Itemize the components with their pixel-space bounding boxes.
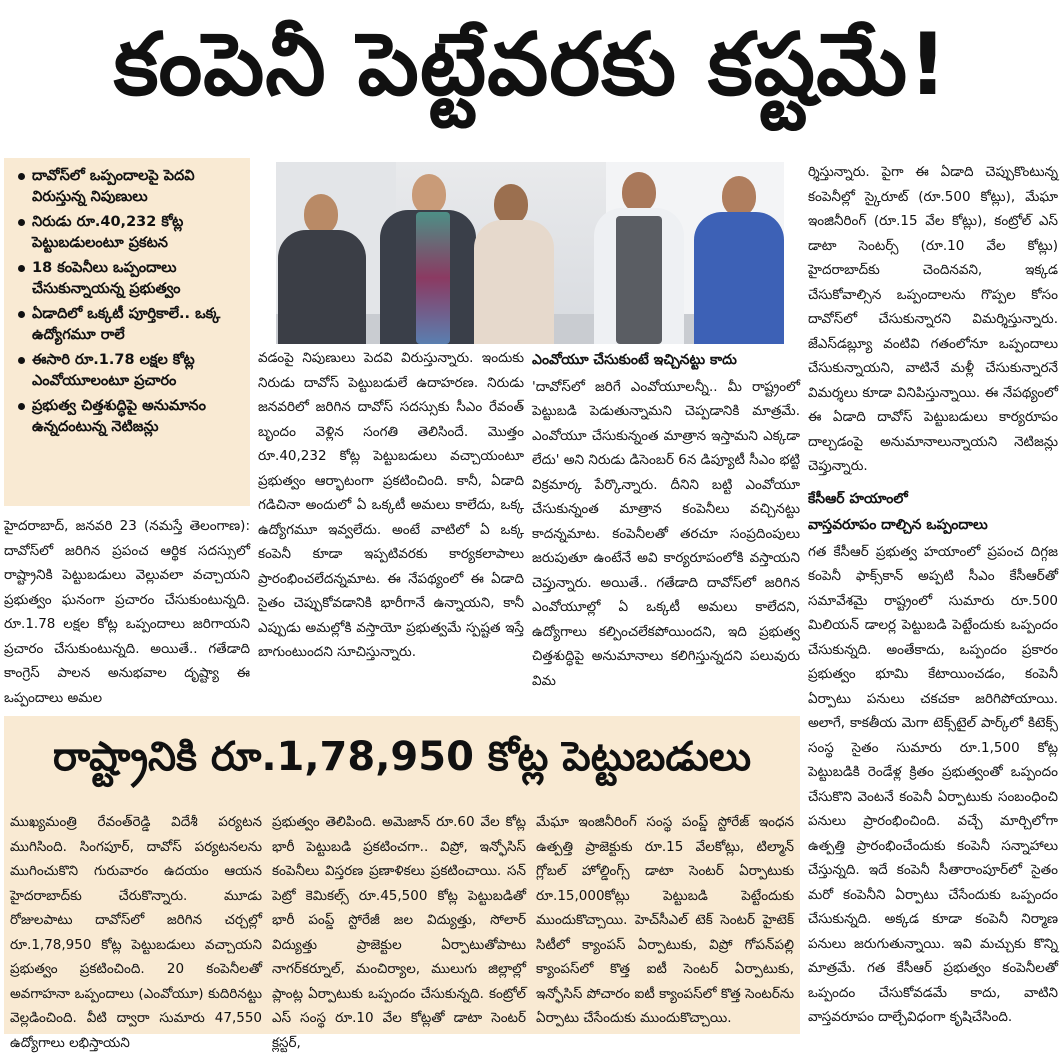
article-text: మేఘా ఇంజినీరింగ్ సంస్థ పంప్డ్ స్టోరేజ్ ఇంధన ఉత్పత్తి ప్రాజెక్టుకు రూ.15 వేలకోట్లు, టిల్మాన్ గ్లోబల్ హోల్డింగ్స్ డాటా సెంటర్ ఏర్పాటుకు రూ.15,000కోట్లు పెట్టుబడి పెట్టేందుకు ముందుకొచ్చాయి. హెచ్‌సీఎల్ టెక్ సెంటర్ హైటెక్ సిటీలో క్యాంపస్ ఏర్పాటుకు, విప్రో గోపన్‌పల్లి క్యాంపస్‌లో కొత్త ఐటీ సెంటర్ ఏర్పాటుకు, ఇన్ఫోసిస్ పోచారం ఐటీ క్యాంపస్‌లో కొత్త సెంటర్‌ను ఏర్పాటు చేసేందుకు ముందుకొచ్చాయి. [536,814,794,1026]
section-heading: కేసీఆర్ హయాంలో [808,490,908,507]
article-column-4 [808,160,1058,1032]
highlight-item: ప్రభుత్వ చిత్తశుద్ధిపై అనుమానం ఉన్నదంటున్న నెటిజన్లు [16,396,242,438]
section-heading: వాస్తవరూపం దాల్చిన ఒప్పందాలు [808,517,988,533]
highlight-item: ఈసారి రూ.1.78 లక్షల కోట్ల ఎంవోయూలంటూ ప్రచారం [16,350,242,392]
section-heading: ఎంవోయూ చేసుకుంటే ఇచ్చినట్టు కాదు [532,352,737,368]
article-text: ముఖ్యమంత్రి రేవంత్‌రెడ్డి విదేశీ పర్యటన ముగిసింది. సింగపూర్, దావోస్ పర్యటనలను ముగించుకొని గురువారం ఉదయం ఆయన హైదరాబాద్‌కు చేరుకొన్నారు. మూడు రోజులపాటు దావోస్‌లో జరిగిన చర్చల్లో రూ.1,78,950 కోట్ల పెట్టుబడులు వచ్చాయని ప్రభుత్వం ప్రకటించింది. 20 కంపెనీలతో అవగాహనా ఒప్పందాలు (ఎంవోయూ) కుదిరినట్టు వెల్లడించింది. వీటి ద్వారా సుమారు 47,550 ఉద్యోగాలు లభిస్తాయని [10,814,262,1051]
article-text: గత కేసీఆర్ ప్రభుత్వ హయాంలో ప్రపంచ దిగ్గజ కంపెనీ ఫాక్స్‌కాన్ అప్పటి సీఎం కేసీఆర్‌తో సమావేశమై రాష్ట్రంలో సుమారు రూ.500 మిలియన్ డాలర్ల పెట్టుబడి పెట్టేందుకు ఒప్పందం చేసుకున్నది. అంతేకాదు, ఒప్పందం ప్రకారం ప్రభుత్వం భూమి కేటాయించడం, కంపెనీ ఏర్పాటు పనులు చకచకా జరిగిపోయాయి. అలాగే, కాకతీయ మెగా టెక్స్‌టైల్ పార్క్‌లో కిటెక్స్ సంస్థ సైతం సుమారు రూ.1,500 కోట్ల పెట్టుబడికి రెండేళ్ల క్రితం ప్రభుత్వంతో ఒప్పందం చేసుకొని వెంటనే కంపెనీ ఏర్పాటుకు సంబంధించి పనులు ప్రారంభించింది. వచ్చే మార్చిలోగా ఉత్పత్తి ప్రారంభించేందుకు కంపెనీ సన్నాహాలు చేస్తున్నది. ఇదే కంపెనీ సీతారాంపూర్‌లో సైతం మరో కంపెనీని ఏర్పాటు చేసేందుకు ఒప్పందం చేసుకున్నది. అక్కడ కూడా కంపెనీ నిర్మాణ పనులు జరుగుతున్నాయి. ఇవి మచ్చుకు కొన్ని మాత్రమే. గత కేసీఆర్ ప్రభుత్వం కంపెనీలతో ఒప్పందం చేసుకోవడమే కాదు, వాటిని వాస్తవరూపం దాల్చేవిధంగా కృషిచేసింది. [808,543,1058,1025]
highlight-item: నిరుడు రూ.40,232 కోట్ల పెట్టుబడులంటూ ప్రకటన [16,212,242,254]
headline: కంపెనీ పెట్టేవరకు కష్టమే! [113,14,949,115]
highlight-item: 18 కంపెనీలు ఒప్పందాలు చేసుకున్నాయన్న ప్రభుత్వం [16,258,242,300]
article-column-2 [258,346,524,706]
article-column-1 [4,514,250,706]
article-column-3 [532,346,800,706]
highlights-box [4,158,250,506]
box-column-3 [536,810,794,1032]
article-text: ర్శిస్తున్నారు. పైగా ఈ ఏడాది చెప్పుకొంటున్న కంపెనీల్లో స్కైరూట్ (రూ.500 కోట్లు), మేఘా ఇంజినీరింగ్ (రూ.15 వేల కోట్లు), కంట్రోల్ ఎస్ డాటా సెంటర్స్ (రూ.10 వేల కోట్లు) హైదరాబాద్‌కు చెందినవని, ఇక్కడ చేసుకోవాల్సిన ఒప్పందాలను గొప్పల కోసం దావోస్‌లో చేసుకున్నారని విమర్శిస్తున్నారు. జేఎస్‌డబ్ల్యూ వంటివి గతంలోనూ ఒప్పందాలు చేసుకున్నాయని, వాటినే మళ్లీ చేసుకున్నారనే విమర్శలు కూడా వినిపిస్తున్నాయి. ఈ నేపథ్యంలో ఈ ఏడాది దావోస్ పెట్టుబడులు కార్యరూపం దాల్చడంపై అనుమానాలున్నాయని నెటిజన్లు చెప్తున్నారు. [808,164,1058,474]
news-photo [276,162,784,344]
article-text: హైదరాబాద్, జనవరి 23 (నమస్తే తెలంగాణ): దావోస్‌లో జరిగిన ప్రపంచ ఆర్థిక సదస్సులో రాష్ట్రానికి పెట్టుబడులు వెల్లువలా వచ్చాయని ప్రభుత్వం ఘనంగా ప్రచారం చేసుకుంటున్నది. రూ.1.78 లక్షల కోట్ల ఒప్పందాలు జరిగాయని ప్రచారం చేసుకుంటున్నది. అయితే.. గతేడాది కాంగ్రెస్ పాలన అనుభవాల దృష్ట్యా ఈ ఒప్పందాలు అమల [4,518,250,706]
article-text: వడంపై నిపుణులు పెదవి విరుస్తున్నారు. ఇందుకు నిరుడు దావోస్ పెట్టుబడులే ఉదాహరణ. నిరుడు జనవరిలో జరిగిన దావోస్ సదస్సుకు సీఎం రేవంత్ బృందం వెళ్లిన సంగతి తెలిసిందే. మొత్తం రూ.40,232 కోట్ల పెట్టుబడులు వచ్చాయంటూ ప్రభుత్వం ఆర్భాటంగా ప్రకటించింది. కానీ, ఏడాది గడిచినా అందులో ఏ ఒక్కటీ అమలు కాలేదు, ఒక్క ఉద్యోగమూ ఇవ్వలేదు. అంటే వాటిలో ఏ ఒక్క కంపెనీ కూడా ఇప్పటివరకు కార్యకలాపాలు ప్రారంభించలేదన్నమాట. ఈ నేపథ్యంలో ఈ ఏడాది సైతం చెప్పుకోవడానికి భారీగానే ఉన్నాయని, కానీ ఎప్పుడు అమల్లోకి వస్తాయో ప్రభుత్వమే స్పష్టత ఇస్తే బాగుంటుందని సూచిస్తున్నారు. [258,350,524,660]
article-text: 'దావోస్‌లో జరిగే ఎంవోయూలన్నీ.. మీ రాష్ట్రంలో పెట్టుబడి పెడుతున్నామని చెప్పడానికి మాత్రమే. ఎంవోయూ చేసుకున్నంత మాత్రాన ఇస్తామని ఎక్కడా లేదు' అని నిరుడు డిసెంబర్ 6న డిప్యూటీ సీఎం భట్టి విక్రమార్క పేర్కొన్నారు. దీనిని బట్టి ఎంవోయూ చేసుకున్నంత మాత్రాన కంపెనీలు వచ్చినట్టు కాదన్నమాట. కంపెనీలతో తరచూ సంప్రదింపులు జరుపుతూ ఉంటేనే అవి కార్యరూపంలోకి వస్తాయని చెప్తున్నారు. అయితే.. గతేడాది దావోస్‌లో జరిగిన ఎంవోయూల్లో ఏ ఒక్కటీ అమలు కాలేదని, ఉద్యోగాలు కల్పించలేకపోయిందని, ఇది ప్రభుత్వ చిత్తశుద్ధిపై అనుమానాలు కలిగిస్తున్నదని పలువురు విమ [532,378,800,689]
box-column-2 [272,810,526,1051]
box-title: రాష్ట్రానికి రూ.1,78,950 కోట్ల పెట్టుబడులు [52,734,752,780]
article-text: ప్రభుత్వం తెలిపింది. అమెజాన్ రూ.60 వేల కోట్ల భారీ పెట్టుబడి ప్రకటించగా.. విప్రో, ఇన్ఫోసిస్ కంపెనీలు విస్తరణ ప్రణాళికలు ప్రకటించాయి. సన్ పెట్రో కెమికల్స్ రూ.45,500 కోట్ల పెట్టుబడితో భారీ పంప్డ్ స్టోరేజీ జల విద్యుత్తు, సోలార్ విద్యుత్తు ప్రాజెక్టుల ఏర్పాటుతోపాటు నాగర్‌కర్నూల్, మంచిర్యాల, ములుగు జిల్లాల్లో ప్లాంట్ల ఏర్పాటుకు ఒప్పందం చేసుకున్నది. కంట్రోల్ ఎస్ సంస్థ రూ.10 వేల కోట్లతో డాటా సెంటర్ క్లస్టర్, [272,814,526,1051]
highlight-item: దావోస్‌లో ఒప్పందాలపై పెదవి విరుస్తున్న నిపుణులు [16,166,242,208]
highlight-item: ఏడాదిలో ఒక్కటీ పూర్తికాలే.. ఒక్క ఉద్యోగమూ రాలే [16,304,242,346]
box-column-1 [10,810,262,1051]
